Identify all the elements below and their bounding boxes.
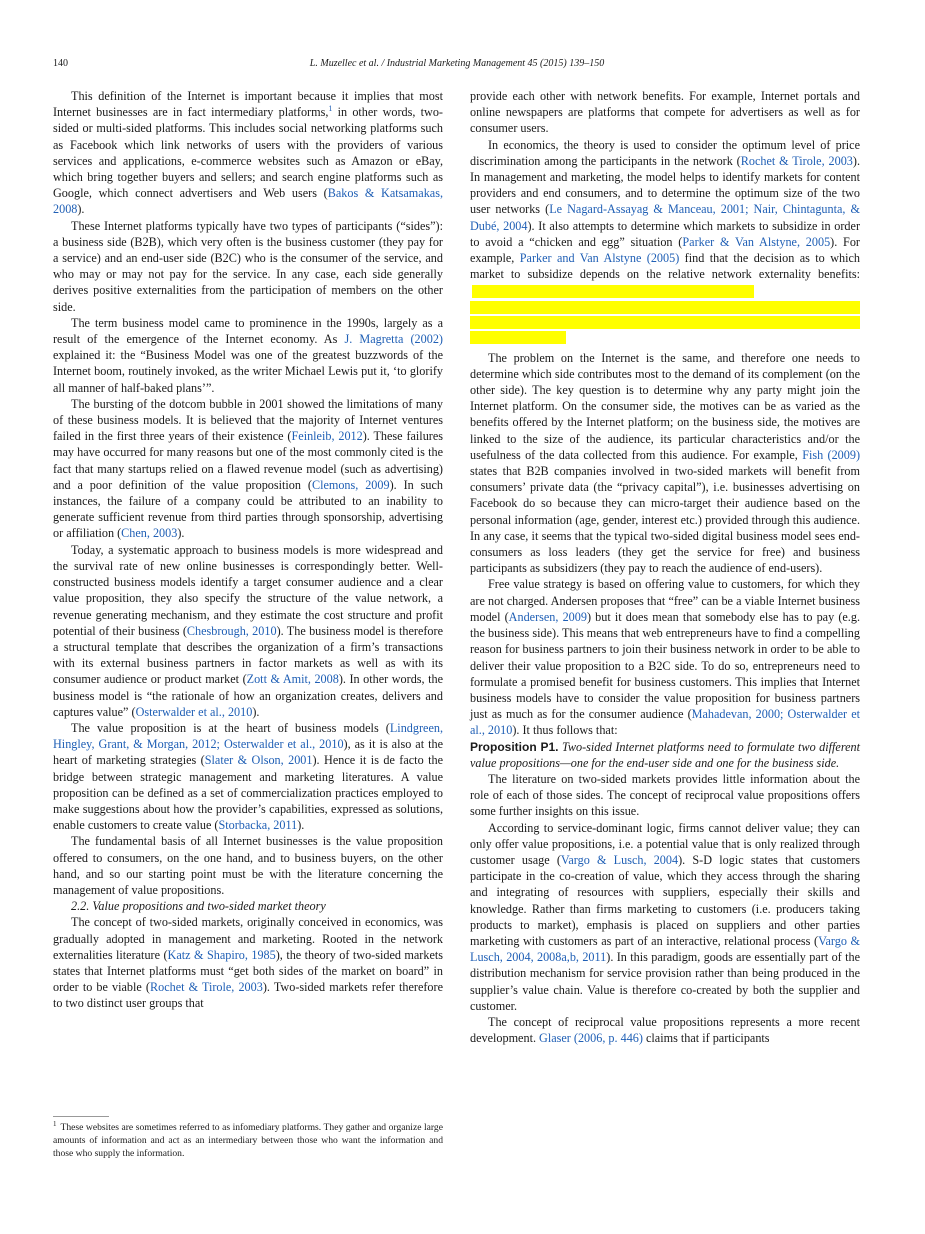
citation-link[interactable]: Rochet & Tirole, 2003 [740,153,853,168]
paragraph: Today, a systematic approach to business models is more widespread and the survival rate of new online businesses is correspondingly better. Well-constructed business models identify a target consumer audience and a clear value proposition, they also specify the structure of the value network, a revenue generating mechanism, and they estimate the cost structure and profit potential of their business (Chesbrough, 2010). The business model is therefore a structural template that describes the organization of a firm’s transactions with its external business partners in factor markets as well as with its consumer audience or product market (Zott & Amit, 2008). In other words, the business model is “the rationale of how an organization creates, delivers and captures value” (Osterwalder et al., 2010). [53,542,444,719]
footnote-ref[interactable]: 1 [328,104,333,114]
left-column [53,88,443,1012]
highlighted-quote-block [470,301,860,344]
citation-link[interactable]: Katz & Shapiro, 1985 [167,947,276,962]
proposition-title: Proposition P1. [470,739,559,754]
citation-link[interactable]: Glaser (2006, p. 446) [539,1031,643,1046]
citation-link[interactable]: Lindgreen, Hingley, Grant, & Morgan, 2012; Osterwalder et al., 2010 [53,720,443,752]
highlight-redaction [470,301,860,314]
paragraph: These Internet platforms typically have two types of participants (“sides”): a business side (B2B), which very often is the business customer (they pay for a service) and an end-user side (B2C) who is the consumer of the service, and who may or may not pay for the service. In any case, each side generally derives positive externalities from the participation of members on the other side. [53,218,443,314]
citation-link[interactable]: Andersen, 2009 [508,609,587,624]
citation-link[interactable]: Osterwalder et al., 2010 [135,704,253,719]
paragraph: The value proposition is at the heart of business models (Lindgreen, Hingley, Grant, & Morgan, 2012; Osterwalder et al., 2010), as it is also at the heart of marketing strategies (Slater & Olson, 2001). Hence it is de facto the bridge between strategic management and marketing literatures. A value proposition can be defined as a set of commercialization practices employed to make suggestions about how the provider’s capabilities, expressed as solutions, enable customers to create value (Storbacka, 2011). [53,720,443,833]
paragraph: The bursting of the dotcom bubble in 2001 showed the limitations of many of these business models. It is believed that the majority of Internet ventures failed in the first three years of their existence (Feinleib, 2012). These failures may have occurred for many reasons but one of the most commonly cited is the fact that many startups relied on a flawed revenue model (such as advertising) and a poor definition of the value proposition (Clemons, 2009). In such instances, the failure of a company could be attributed to an inability to generate sufficient revenue from third parties through sponsorship, advertising or affiliation (Chen, 2003). [53,396,443,541]
paragraph: The fundamental basis of all Internet businesses is the value proposition offered to consumers, on the one hand, and to business buyers, on the other hand, and so our starting point must be with the literature concerning the management of value propositions. [53,834,443,897]
citation-link[interactable]: Bakos & Katsamakas, 2008 [53,186,443,217]
highlight-redaction [472,285,754,298]
footnote-mark: 1 [53,1119,57,1128]
footnote-divider [53,1116,109,1117]
citation-link[interactable]: Feinleib, 2012 [291,429,363,444]
paragraph: According to service-dominant logic, firms cannot deliver value; they can only offer value propositions, i.e. a potential value that is only realized through customer usage (Vargo & Lusch, 2004). S-D logic states that customers participate in the co-creation of value, which they access through the sharing and integrating of resources with suppliers, especially their skills and knowledge. Rather than firms marketing to customers (i.e. producers taking products to market), emphasis is placed on suppliers and other parties marketing with customers as part of an interactive, relational process (Vargo & Lusch, 2004, 2008a,b, 2011). In this paradigm, goods are essentially part of the distribution mechanism for service provision rather than being produced in the supplier’s value chain. Value is therefore co-created by both the supplier and customer. [470,820,860,1013]
citation-link[interactable]: Chesbrough, 2010 [186,623,277,638]
proposition-body: Two-sided Internet platforms need to formulate two different value propositions—one for the end-user side and one for the business side. [470,739,861,770]
citation-link[interactable]: Parker & Van Alstyne, 2005 [682,234,831,249]
footnote: $^1$ These websites are sometimes referred to as infomediary platforms. They gather and organize large amounts of information and act as an intermediary between those who want the information and those who supply the information. [53,1119,443,1159]
citation-link[interactable]: Clemons, 2009 [311,477,390,492]
page-number: 140 [53,58,68,69]
citation-link[interactable]: Vargo & Lusch, 2004, 2008a,b, 2011 [470,933,860,965]
citation-link[interactable]: Rochet & Tirole, 2003 [149,980,263,995]
paragraph: The concept of reciprocal value propositions represents a more recent development. Glaser (2006, p. 446) claims that if participants [470,1014,860,1046]
citation-link[interactable]: Fish (2009) [802,447,860,462]
paragraph: The literature on two-sided markets provides little information about the role of each of those sides. The concept of reciprocal value propositions offers some further insights on this issue. [470,771,860,819]
paragraph: In economics, the theory is used to consider the optimum level of price discrimination among the participants in the network (Rochet & Tirole, 2003). In management and marketing, the model helps to identify markets for content providers and end consumers, and to determine the optimum size of the two user networks (Le Nagard-Assayag & Manceau, 2001; Nair, Chintagunta, & Dubé, 2004). It also attempts to determine which markets to subsidize in order to avoid a “chicken and egg” situation (Parker & Van Alstyne, 2005). For example, Parker and Van Alstyne (2005) find that the decision as to which market to subsidize depends on the relative network externality benefits: [470,137,860,299]
paragraph: The concept of two-sided markets, originally conceived in economics, was gradually adopted in management and marketing. Rooted in the network externalities literature (Katz & Shapiro, 1985), the theory of two-sided markets states that Internet platforms must “get both sides of the market on board” in order to be viable (Rochet & Tirole, 2003). Two-sided markets refer therefore to two distinct user groups that [53,915,443,1011]
citation-link[interactable]: Parker and Van Alstyne (2005) [519,251,680,266]
section-heading: 2.2. Value propositions and two-sided market theory [71,899,326,914]
citation-link[interactable]: Zott & Amit, 2008 [246,672,339,687]
running-title: L. Muzellec et al. / Industrial Marketing Management 45 (2015) 139–150 [309,58,605,69]
paragraph: This definition of the Internet is important because it implies that most Internet businesses are in fact intermediary platforms,$^1$ in other words, two-sided or multi-sided platforms. This includes social networking platforms such as Facebook which link networks of users with the providers of various services and applications, e-commerce websites such as Amazon or eBay, which bring together buyers and sellers; and search engine platforms such as Google, which connect advertisers and Web users (Bakos & Katsamakas, 2008). [53,89,443,217]
paragraph: provide each other with network benefits. For example, Internet portals and online newspapers are platforms that compete for advertisers as well as for consumer users. [470,89,860,136]
paragraph: Free value strategy is based on offering value to customers, for which they are not charged. Andersen proposes that “free” can be a viable Internet business model (Andersen, 2009) but it does mean that somebody else has to pay (e.g. the business side). This means that web entrepreneurs have to find a compelling reason for business partners to join their business network in order to be able to deliver their value proposition to a B2C side. To do so, entrepreneurs need to formulate a promised benefit for business customers. This implies that Internet business models have to consider the value proposition for business partners just as much as for the consumer audience (Mahadevan, 2000; Osterwalder et al., 2010). It thus follows that: [470,577,860,738]
highlight-redaction [470,316,860,329]
citation-link[interactable]: Chen, 2003 [121,526,178,541]
citation-link[interactable]: Mahadevan, 2000; Osterwalder et al., 2010 [470,707,860,738]
right-column [470,88,860,1046]
running-header [53,58,861,72]
proposition [470,739,860,771]
paragraph: The term business model came to prominence in the 1990s, largely as a result of the emergence of the Internet economy. As J. Magretta (2002) explained it: the “Business Model was one of the greatest buzzwords of the Internet boom, routinely invoked, as the writer Michael Lewis put it, ‘to glorify all manner of half-baked plans’”. [53,315,443,395]
citation-link[interactable]: Slater & Olson, 2001 [204,753,313,768]
citation-link[interactable]: Le Nagard-Assayag & Manceau, 2001; Nair, Chintagunta, & Dubé, 2004 [470,202,860,233]
highlight-redaction [470,331,566,344]
paragraph: The problem on the Internet is the same, and therefore one needs to determine which side contributes most to the demand of its complement (on the other side). The key question is to determine why any party might join the Internet platform. On the consumer side, the motives can be as varied as the benefits offered by the Internet platform; on the business side, the motives are linked to the size of the audience, its particular characteristics and/or the usefulness of the data collected from this audience. For example, Fish (2009) states that B2B companies involved in two-sided markets will benefit from consumers’ private data (the “privacy capital”), i.e. businesses advertising on Facebook do so because they can micro-target their audience based on the personal information (age, gender, interest etc.) provided through this audience. In any case, it seems that the typical two-sided digital business model sees end-consumers as loss leaders (they get the service for free) and business participants as subsidizers (they pay to reach the audience of end-users). [470,350,860,576]
citation-link[interactable]: Storbacka, 2011 [218,818,298,833]
citation-link[interactable]: Vargo & Lusch, 2004 [560,852,679,867]
citation-link[interactable]: J. Magretta (2002) [344,332,443,347]
